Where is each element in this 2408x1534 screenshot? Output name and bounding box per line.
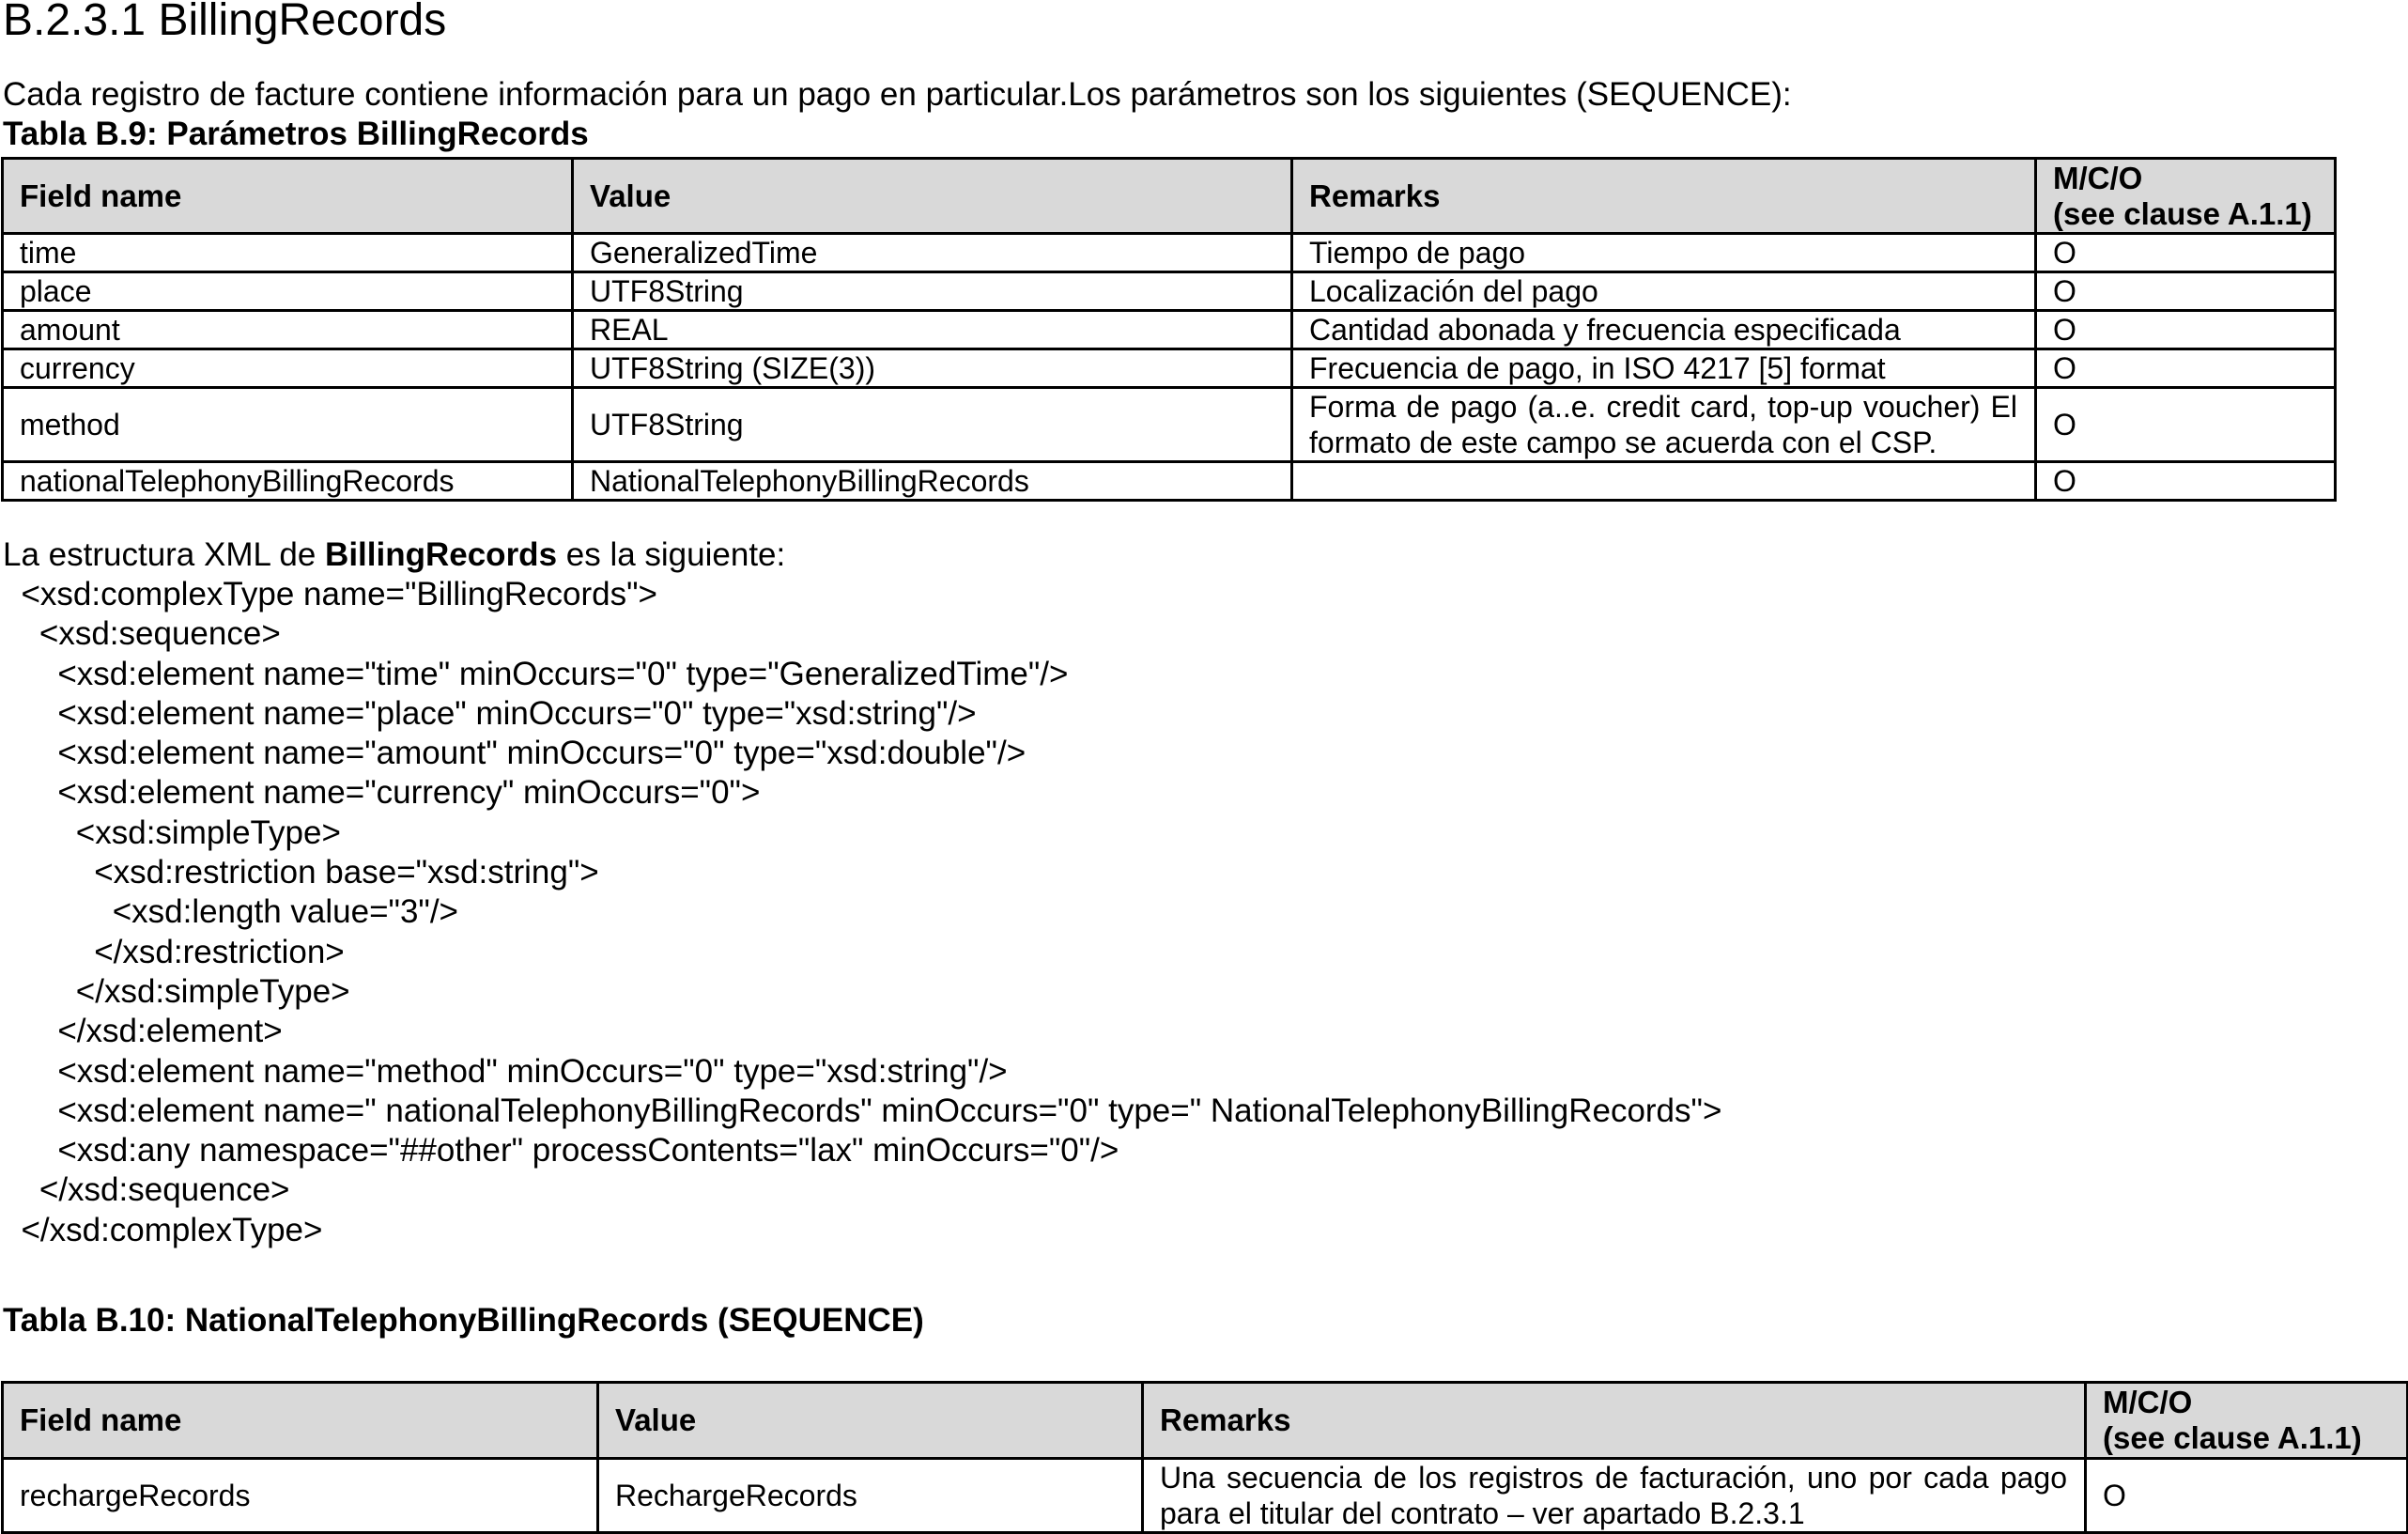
cell-remarks: Una secuencia de los registros de facturación, uno por cada pago para el titular del contrato – ver apartado B.2.3.1 — [1143, 1459, 2086, 1533]
cell-value: NationalTelephonyBillingRecords — [573, 462, 1292, 501]
section-heading: B.2.3.1 BillingRecords — [3, 0, 447, 45]
xml-line: <xsd:element name="place" minOccurs="0" type="xsd:string"/> — [3, 694, 977, 732]
cell-value: UTF8String — [573, 388, 1292, 462]
xml-intro-bold: BillingRecords — [325, 536, 558, 573]
cell-value: REAL — [573, 311, 1292, 349]
table-header-row — [3, 159, 2336, 234]
xml-line: <xsd:any namespace="##other" processContents="lax" minOccurs="0"/> — [3, 1132, 1119, 1170]
header-remarks: Remarks — [1143, 1383, 2086, 1459]
header-mco-line2: (see clause A.1.1) — [2053, 195, 2312, 231]
cell-field: place — [3, 272, 573, 311]
cell-remarks — [1292, 462, 2036, 501]
xml-line: </xsd:restriction> — [3, 933, 345, 970]
cell-field: method — [3, 388, 573, 462]
cell-remarks: Frecuencia de pago, in ISO 4217 [5] format — [1292, 349, 2036, 388]
cell-mco: O — [2036, 349, 2336, 388]
table-header-row — [3, 1383, 2408, 1459]
cell-value: GeneralizedTime — [573, 234, 1292, 272]
xml-line: </xsd:complexType> — [3, 1211, 323, 1248]
xml-line: <xsd:element name="method" minOccurs="0" type="xsd:string"/> — [3, 1052, 1008, 1090]
xml-line: <xsd:element name="currency" minOccurs="0"> — [3, 774, 761, 812]
cell-remarks: Localización del pago — [1292, 272, 2036, 311]
xml-line: <xsd:element name="time" minOccurs="0" type="GeneralizedTime"/> — [3, 655, 1069, 692]
header-field-name: Field name — [3, 159, 573, 234]
cell-mco: O — [2036, 462, 2336, 501]
header-remarks: Remarks — [1292, 159, 2036, 234]
national-telephony-billing-records-table — [1, 1381, 2408, 1534]
cell-mco: O — [2036, 272, 2336, 311]
header-mco-line1: M/C/O — [2103, 1385, 2193, 1419]
table-row — [3, 1459, 2408, 1533]
header-value: Value — [598, 1383, 1143, 1459]
xml-line: <xsd:length value="3"/> — [3, 893, 458, 931]
cell-mco: O — [2086, 1459, 2408, 1533]
intro-paragraph: Cada registro de facture contiene información para un pago en particular.Los parámetros son los siguientes (SEQUENCE): — [3, 76, 1792, 113]
xml-line: </xsd:simpleType> — [3, 972, 350, 1010]
cell-remarks: Tiempo de pago — [1292, 234, 2036, 272]
table-row — [3, 311, 2336, 349]
xml-line: </xsd:sequence> — [3, 1171, 290, 1209]
xml-line: <xsd:restriction base="xsd:string"> — [3, 854, 599, 891]
xml-line: </xsd:element> — [3, 1013, 283, 1050]
table-row — [3, 462, 2336, 501]
table1-caption: Tabla B.9: Parámetros BillingRecords — [3, 116, 589, 152]
xml-intro — [3, 535, 785, 575]
billing-records-table — [1, 157, 2337, 502]
xml-line: <xsd:element name=" nationalTelephonyBillingRecords" minOccurs="0" type=" NationalTelephonyBillingRecords"> — [3, 1092, 1722, 1129]
table-row — [3, 272, 2336, 311]
table-row — [3, 349, 2336, 388]
table2-caption: Tabla B.10: NationalTelephonyBillingRecords (SEQUENCE) — [3, 1302, 924, 1339]
xml-line: <xsd:sequence> — [3, 615, 281, 653]
cell-remarks: Cantidad abonada y frecuencia especificada — [1292, 311, 2036, 349]
cell-value: RechargeRecords — [598, 1459, 1143, 1533]
cell-field: amount — [3, 311, 573, 349]
header-value: Value — [573, 159, 1292, 234]
header-mco-line2: (see clause A.1.1) — [2103, 1420, 2362, 1455]
cell-field: time — [3, 234, 573, 272]
cell-field: currency — [3, 349, 573, 388]
cell-mco: O — [2036, 388, 2336, 462]
xml-intro-suffix: es la siguiente: — [557, 536, 786, 573]
xml-intro-prefix: La estructura XML de — [3, 536, 326, 573]
header-mco — [2086, 1383, 2408, 1459]
xml-line: <xsd:simpleType> — [3, 813, 341, 851]
xml-line: <xsd:element name="amount" minOccurs="0" type="xsd:double"/> — [3, 735, 1026, 772]
table-row — [3, 234, 2336, 272]
cell-field: nationalTelephonyBillingRecords — [3, 462, 573, 501]
xml-line: <xsd:complexType name="BillingRecords"> — [3, 576, 657, 612]
cell-field: rechargeRecords — [3, 1459, 598, 1533]
table-row — [3, 388, 2336, 462]
cell-remarks: Forma de pago (a..e. credit card, top-up voucher) El formato de este campo se acuerda con el CSP. — [1292, 388, 2036, 462]
xml-schema-block — [3, 575, 1721, 1250]
header-field-name: Field name — [3, 1383, 598, 1459]
header-mco-line1: M/C/O — [2053, 160, 2143, 195]
cell-mco: O — [2036, 234, 2336, 272]
cell-mco: O — [2036, 311, 2336, 349]
cell-value: UTF8String (SIZE(3)) — [573, 349, 1292, 388]
cell-value: UTF8String — [573, 272, 1292, 311]
header-mco — [2036, 159, 2336, 234]
